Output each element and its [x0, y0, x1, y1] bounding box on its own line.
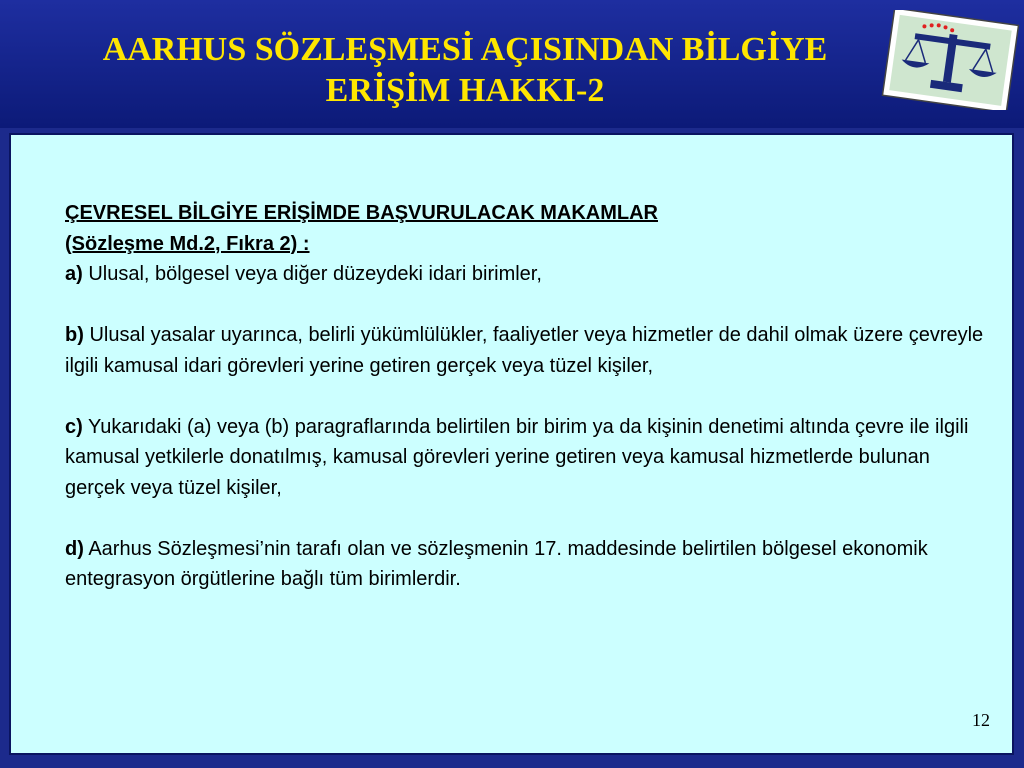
scales-of-justice-icon — [878, 10, 1024, 110]
slide-header — [0, 0, 1024, 128]
item-text: Yukarıdaki (a) veya (b) paragraflarında belirtilen bir birim ya da kişinin denetimi altında çevre ile ilgili kamusal yetkilerle donatılmış, kamusal görevleri yerine getiren veya kamusal hizmetlerde bulunan gerçek veya tüzel kişiler, — [65, 415, 969, 499]
list-item-c — [65, 412, 985, 504]
item-text: Ulusal yasalar uyarınca, belirli yükümlülükler, faaliyetler veya hizmetler de dahil olmak üzere çevreyle ilgili kamusal idari görevleri yerine getiren gerçek veya tüzel kişiler, — [65, 324, 984, 377]
item-marker: d) — [65, 537, 84, 560]
slide-title — [20, 30, 910, 112]
title-line-2: ERİŞİM HAKKI-2 — [325, 71, 605, 109]
list-item-b — [65, 320, 985, 381]
item-marker: c) — [65, 415, 83, 438]
section-heading — [65, 198, 985, 259]
item-text: Ulusal, bölgesel veya diğer düzeydeki idari birimler, — [88, 263, 542, 285]
heading-line-2: (Sözleşme Md.2, Fıkra 2) : — [65, 232, 310, 255]
item-marker: b) — [65, 324, 84, 346]
item-marker: a) — [65, 263, 83, 285]
content-panel — [9, 133, 1014, 755]
page-number: 12 — [972, 710, 990, 730]
list-item-d — [65, 534, 985, 595]
item-text: Aarhus Sözleşmesi’nin tarafı olan ve sözleşmenin 17. maddesinde belirtilen bölgesel ekonomik entegrasyon örgütlerine bağlı tüm birimlerdir. — [65, 537, 928, 590]
list-item-a — [65, 259, 985, 290]
content-body — [65, 198, 985, 595]
title-line-1: AARHUS SÖZLEŞMESİ AÇISINDAN BİLGİYE — [102, 31, 828, 68]
heading-line-1: ÇEVRESEL BİLGİYE ERİŞİMDE BAŞVURULACAK MAKAMLAR — [65, 202, 658, 224]
